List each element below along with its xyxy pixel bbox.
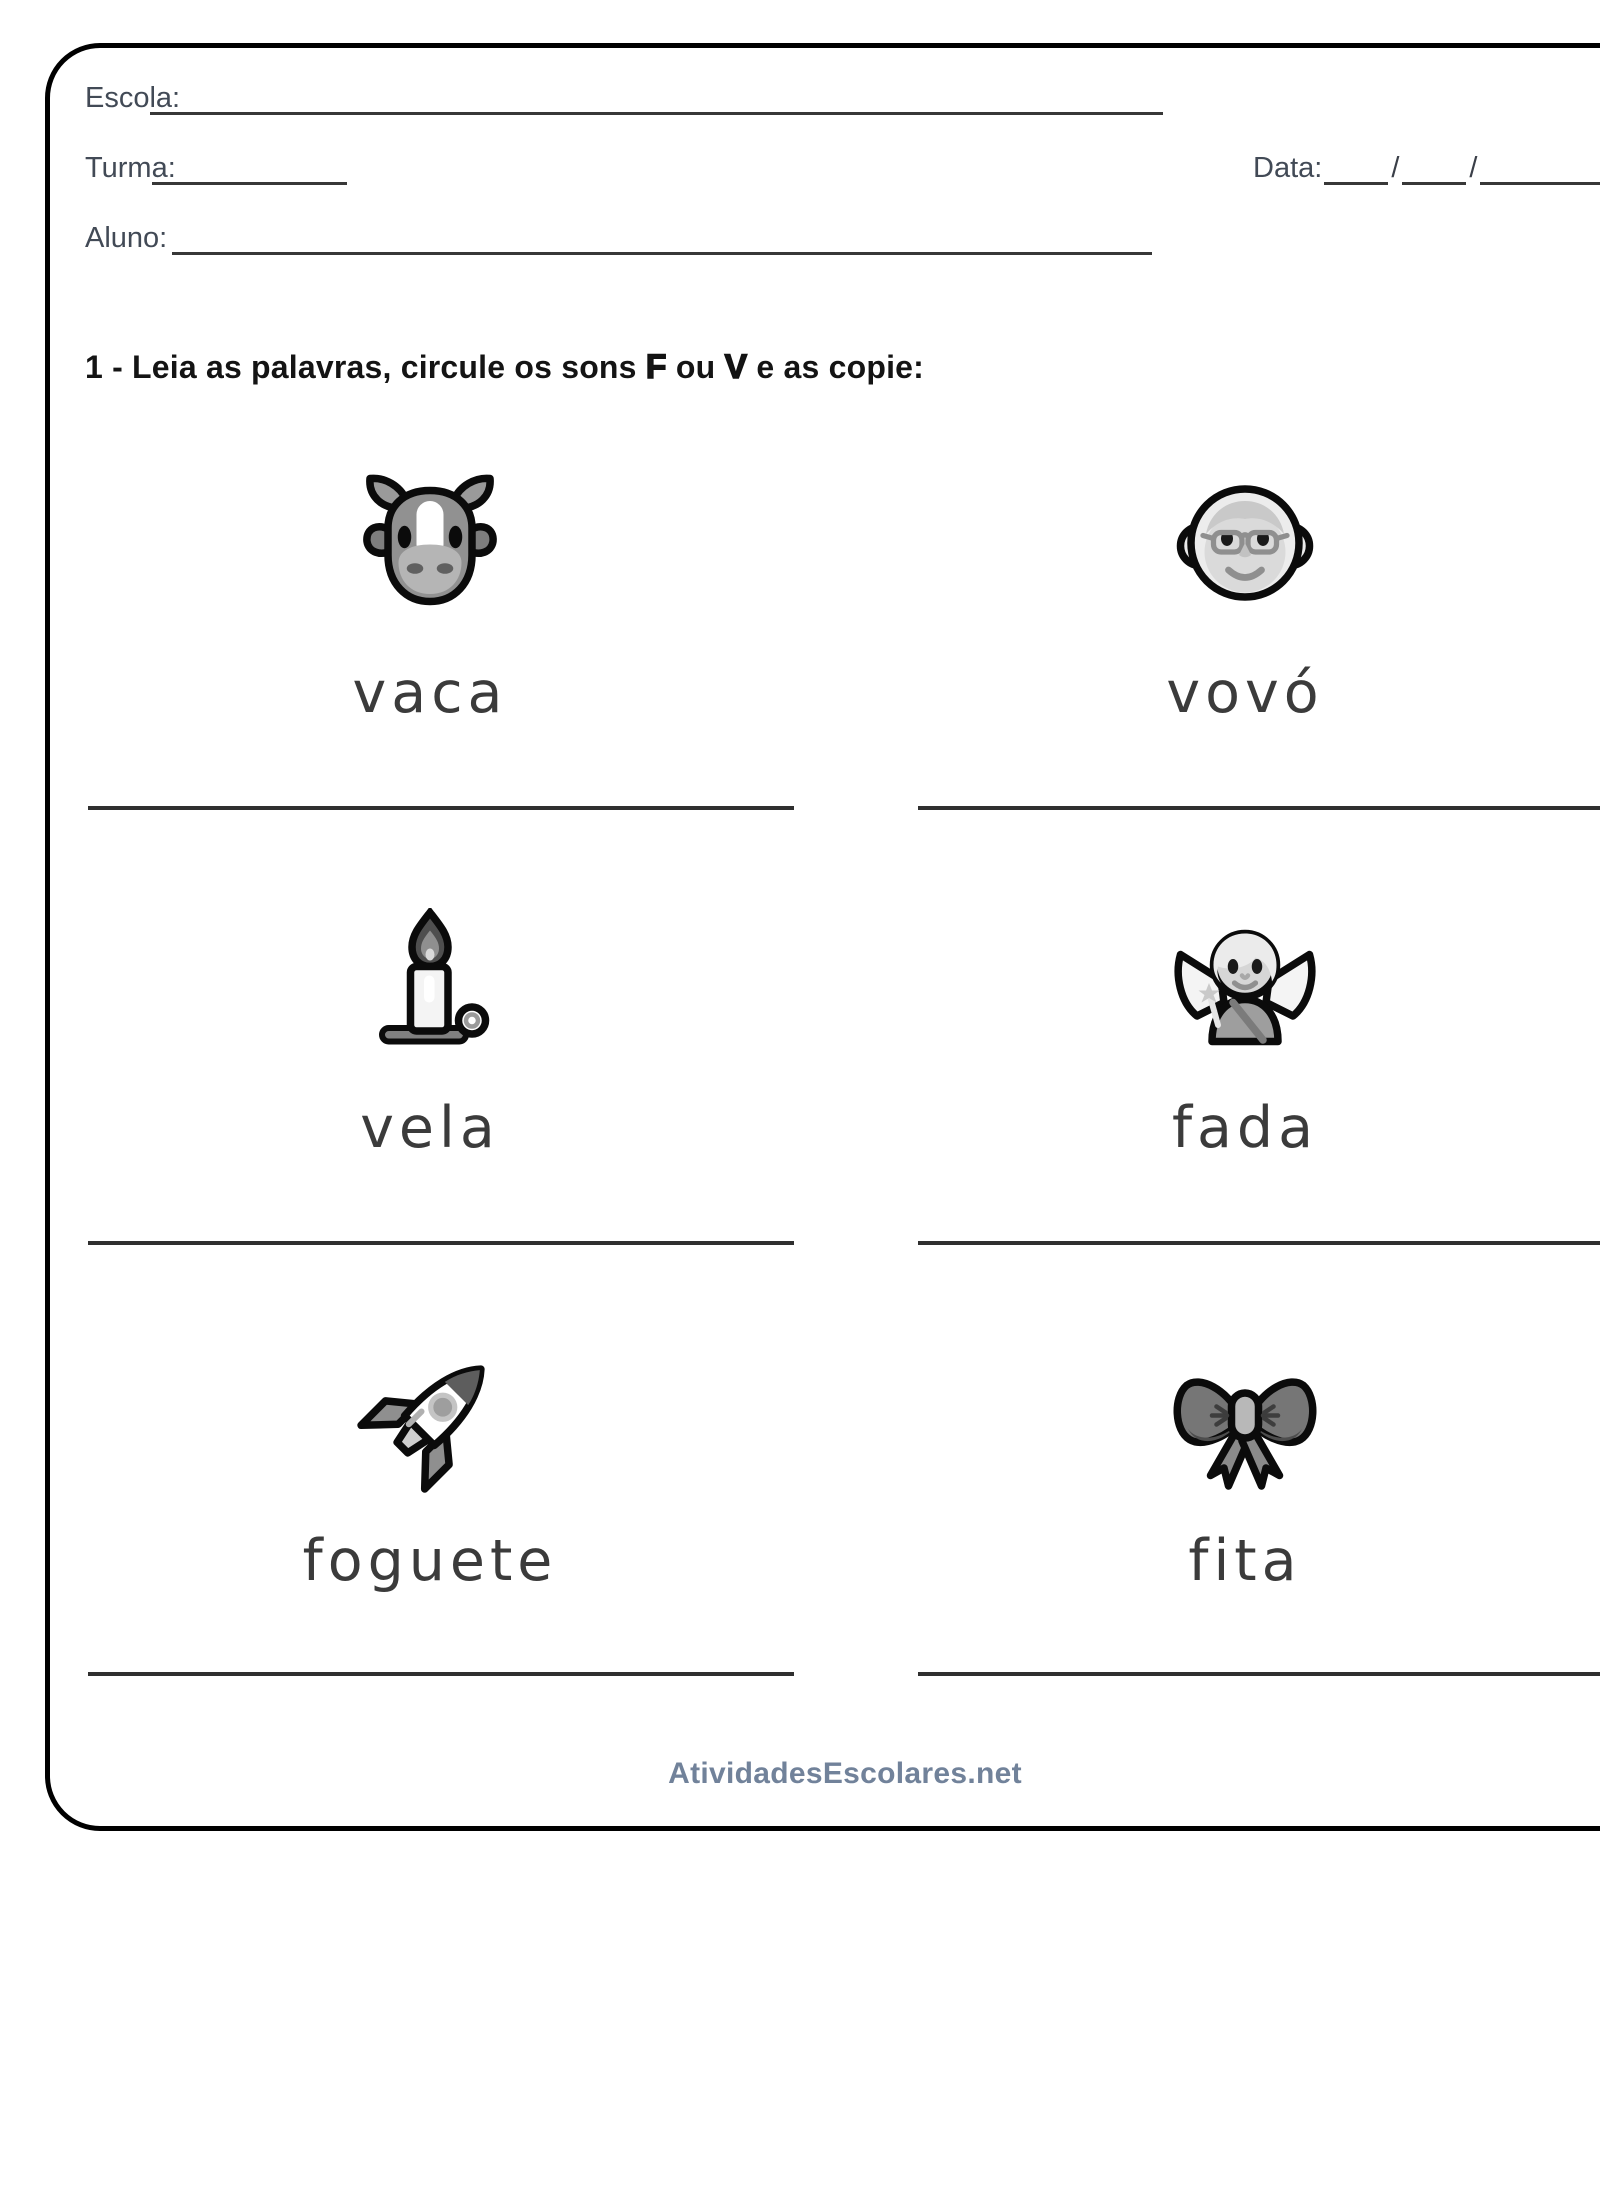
data-day-blank [1324,150,1388,185]
word-vaca: vaca [352,660,508,726]
data-year-blank [1480,150,1600,185]
aluno-label: Aluno: [85,222,168,254]
old-woman-icon [1170,468,1320,618]
item-fada [945,908,1545,1063]
sound-v: V [724,348,748,386]
sound-f: F [645,348,667,386]
candle-icon [355,908,505,1058]
data-month-blank [1402,150,1466,185]
date-slash: / [1469,152,1478,184]
escola-label: Escola: [85,82,181,114]
data-field [1253,150,1600,185]
answer-line [88,1672,794,1676]
answer-line [88,1241,794,1245]
word-fita: fita [1188,1528,1302,1594]
cow-face-icon [355,468,505,618]
instruction-mid: ou [666,349,725,385]
date-slash: / [1391,152,1400,184]
turma-blank-line [152,182,347,185]
instruction-tail: e as copie: [747,349,925,385]
item-vaca [130,468,730,623]
answer-line [918,1672,1600,1676]
answer-line [918,1241,1600,1245]
instruction-lead: 1 - Leia as palavras, circule os sons [85,349,646,385]
site-brand: AtividadesEscolares.net [668,1757,1022,1790]
aluno-blank-line [172,252,1152,255]
item-foguete [130,1345,730,1500]
rocket-icon [355,1345,505,1495]
item-fita [945,1345,1545,1500]
data-label: Data: [1253,152,1323,184]
exercise-instruction [85,348,924,387]
bow-ribbon-icon [1170,1345,1320,1495]
fairy-icon [1170,908,1320,1058]
word-vovo: vovó [1166,660,1324,726]
word-vela: vela [360,1095,500,1161]
word-foguete: foguete [302,1528,558,1594]
turma-label: Turma: [85,152,176,184]
word-fada: fada [1171,1095,1319,1161]
escola-blank-line [150,112,1163,115]
item-vovo [945,468,1545,623]
answer-line [918,806,1600,810]
item-vela [130,908,730,1063]
answer-line [88,806,794,810]
